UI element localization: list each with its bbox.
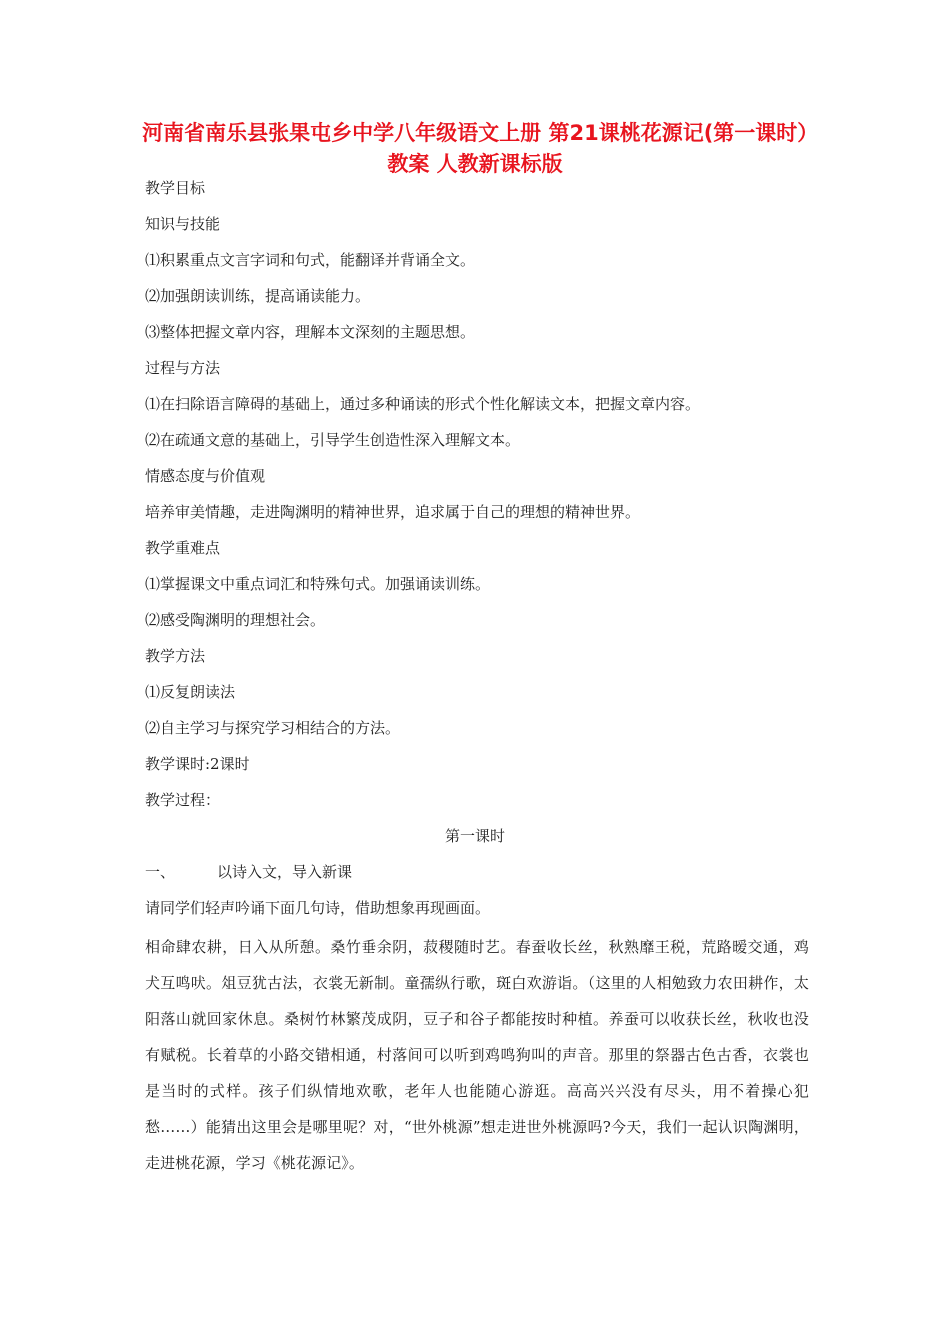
subheading-process-method: 过程与方法 [145,359,221,377]
heading-teaching-objectives: 教学目标 [145,179,206,197]
lesson-heading: 第一课时 [444,827,505,845]
difficulty-item: ⑴掌握课文中重点词汇和特殊句式。加强诵读训练。 [145,575,491,593]
section-title: 以诗入文，导入新课 [217,863,353,881]
intro-line: 请同学们轻声吟诵下面几句诗，借助想象再现画面。 [145,899,491,917]
objective-item: ⑴在扫除语言障碍的基础上，通过多种诵读的形式个性化解读文本，把握文章内容。 [145,395,701,413]
document-title: 河南省南乐县张果屯乡中学八年级语文上册 第21课桃花源记(第一课时）教案 人教新课标版 [142,121,808,176]
difficulty-item: ⑵感受陶渊明的理想社会。 [145,611,326,629]
objective-item: ⑵在疏通文意的基础上，引导学生创造性深入理解文本。 [145,431,521,449]
objective-item: 培养审美情趣，走进陶渊明的精神世界，追求属于自己的理想的精神世界。 [145,503,641,521]
objective-item: ⑶整体把握文章内容，理解本文深刻的主题思想。 [145,323,476,341]
section-number: 一、 [145,863,176,881]
poem-paragraph: 相命肆农耕，日入从所憩。桑竹垂余阴，菽稷随时艺。春蚕收长丝，秋熟靡王税，荒路暧交通，鸡犬互鸣吠。俎豆犹古法，衣裳无新制。童孺纵行歌，斑白欢游诣。（这里的人相勉致力农田耕作，太阳落山就回家休息。桑树竹林繁茂成阴，豆子和谷子都能按时种植。养蚕可以收获长丝，秋收也没有赋税。长着草的小路交错相通，村落间可以听到鸡鸣狗叫的声音。那里的祭器古色古香，衣裳也是当时的式样。孩子们纵情地欢歌，老年人也能随心游逛。高高兴兴没有尽头，用不着操心犯愁……）能猜出这里会是哪里呢？对，“世外桃源”想走进世外桃源吗?今天，我们一起认识陶渊明，走进桃花源，学习《桃花源记》。 [145,938,809,1172]
method-item: ⑵自主学习与探究学习相结合的方法。 [145,719,401,737]
subheading-emotion-values: 情感态度与价值观 [145,467,266,485]
heading-teaching-process: 教学过程： [145,791,221,809]
subheading-knowledge-skills: 知识与技能 [145,215,221,233]
objective-item: ⑵加强朗读训练，提高诵读能力。 [145,287,371,305]
objective-item: ⑴积累重点文言字词和句式，能翻译并背诵全文。 [145,251,476,269]
heading-key-difficulties: 教学重难点 [145,539,221,557]
method-item: ⑴反复朗读法 [145,683,236,701]
section-heading [145,862,352,882]
heading-teaching-methods: 教学方法 [145,647,206,665]
class-hours: 教学课时:2课时 [145,755,250,773]
